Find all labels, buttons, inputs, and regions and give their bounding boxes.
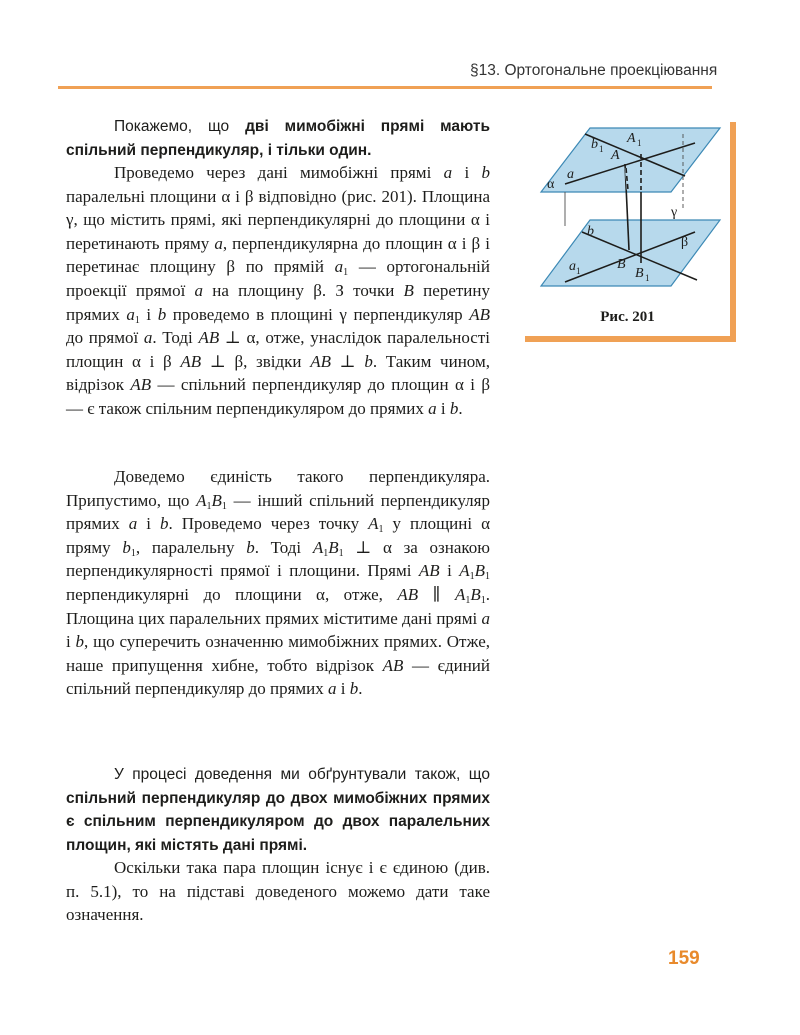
math-var: b <box>246 537 255 557</box>
math-var: b <box>160 514 169 534</box>
text-run: ⊥ <box>330 351 365 371</box>
label-alpha: α <box>547 177 555 192</box>
math-var: b <box>481 163 490 182</box>
text-run: паралельні площини α і β відповідно (рис. 201). Площина γ, що містить прямі, які перпендикулярні до площини α і перетинають пряму <box>66 186 490 253</box>
math-var: AB <box>180 351 202 371</box>
text-run: ⊥ β, звідки <box>201 351 311 371</box>
math-subscript: 1 <box>469 571 475 583</box>
math-subscript: 1 <box>130 547 136 559</box>
math-subscript: 1 <box>378 524 384 536</box>
math-var: AB <box>198 328 220 348</box>
text-run: . <box>458 398 463 418</box>
math-var: b <box>122 537 131 557</box>
text-run: Доведемо єдиність такого перпендикуляра. Припустимо, що <box>66 467 490 510</box>
math-subscript: 1 <box>323 547 329 559</box>
paragraph-conclusion <box>66 763 490 857</box>
label-B: B <box>617 257 626 272</box>
text-run: . Проведемо через точку <box>168 514 369 534</box>
text-run: . Тоді <box>152 328 199 348</box>
math-var: B <box>403 280 414 300</box>
text-run: Проведемо через дані мимобіжні прямі <box>114 163 444 182</box>
math-subscript: 1 <box>343 267 349 279</box>
text-run: і <box>66 632 76 652</box>
text-run: — єдиний спільний перпендикуляр до прямих <box>66 655 490 699</box>
label-b1: b <box>591 137 598 152</box>
text-run: Оскільки така пара площин існує і є єдиною (див. п. 5.1), то на підставі доведеного можемо дати таке означення. <box>66 858 490 925</box>
text-run: , паралельну <box>135 537 247 557</box>
math-var: AB <box>418 561 440 581</box>
paragraph-uniqueness-proof <box>66 465 490 701</box>
math-var: b <box>349 679 359 699</box>
text-run: ∥ <box>418 584 455 604</box>
text-run: і <box>139 304 158 324</box>
math-var: a <box>128 514 138 534</box>
math-var: B <box>211 490 222 510</box>
math-var: A <box>454 584 466 604</box>
math-var: a <box>126 304 135 324</box>
label-B1: B <box>635 266 644 281</box>
label-a1-sub: 1 <box>576 266 581 276</box>
paragraph-definition-lead <box>66 856 490 927</box>
text-run: і <box>137 514 160 534</box>
text-run: — спільний перпендикуляр до площин α і β — є також спільним перпендикуляром до прямих <box>66 375 490 418</box>
figure-caption: Рис. 201 <box>600 309 655 325</box>
math-var: A <box>459 561 470 581</box>
text-run: Покажемо, що <box>114 118 246 135</box>
math-var: a <box>214 233 223 253</box>
label-a: a <box>567 167 574 182</box>
text-run: і <box>439 561 460 581</box>
math-var: b <box>157 304 167 324</box>
text-run: до прямої <box>66 328 144 348</box>
math-subscript: 1 <box>485 571 490 583</box>
label-b: b <box>587 224 594 239</box>
math-var: b <box>449 398 459 418</box>
bold-statement: спільний перпендикуляр до двох мимобіжних прямих є спільним перпендикуляром до двох паралельних площин, які містять дані прямі. <box>66 789 490 854</box>
page-number: 159 <box>668 948 700 969</box>
text-run: . Площина цих паралельних прямих міститиме дані прямі <box>66 584 490 628</box>
paragraph-statement <box>66 115 490 162</box>
text-run: ⊥ α за ознакою перпендикулярності прямої і площини. Прямі <box>66 537 490 581</box>
math-var: B <box>328 537 339 557</box>
math-var: B <box>470 584 481 604</box>
label-beta: β <box>681 235 689 250</box>
math-var: AB <box>382 655 404 675</box>
label-A1: A <box>627 131 636 146</box>
math-var: A <box>196 490 207 510</box>
math-var: a <box>143 328 153 348</box>
text-run: і <box>336 679 350 699</box>
math-var: a <box>443 163 453 182</box>
text-run: , перпендикулярна до площин α і β і перетинає площину β по прямій <box>66 233 490 277</box>
math-var: a <box>328 679 337 699</box>
math-subscript: 1 <box>480 594 486 606</box>
text-run: — ортогональній проекції прямої <box>66 257 491 300</box>
text-run: . Тоді <box>254 537 313 557</box>
math-var: AB <box>130 375 152 395</box>
text-run: перетину прямих <box>66 280 490 324</box>
math-var: a <box>334 257 344 277</box>
math-var: b <box>364 351 373 371</box>
figure-201-diagram <box>525 122 730 312</box>
paragraph-construction <box>66 161 490 421</box>
label-A: A <box>611 148 620 163</box>
math-subscript: 1 <box>465 594 471 606</box>
header-divider <box>58 86 712 89</box>
math-subscript: 1 <box>206 500 212 512</box>
text-run: у площині α пряму <box>66 514 491 557</box>
section-header-title: §13. Ортогональне проекціювання <box>470 62 718 79</box>
text-run: і <box>452 163 482 182</box>
label-a1: a <box>569 259 576 274</box>
math-var: B <box>474 561 485 581</box>
math-var: b <box>75 632 85 652</box>
text-run: . <box>358 679 363 699</box>
bold-statement: дві мимобіжні прямі мають спільний перпендикуляр, і тільки один. <box>66 118 491 159</box>
math-var: AB <box>397 584 419 604</box>
text-run: , що суперечить означенню мимобіжних прямих. Отже, наше припущення хибне, тобто відрізок <box>66 632 490 675</box>
math-subscript: 1 <box>134 314 140 326</box>
math-var: a <box>428 398 437 418</box>
label-gamma: γ <box>671 205 678 220</box>
label-A1-sub: 1 <box>637 138 642 148</box>
math-var: AB <box>469 304 490 324</box>
label-b1-sub: 1 <box>599 144 604 154</box>
text-run: — інший спільний перпендикуляр прямих <box>66 490 490 534</box>
text-run: і <box>436 398 450 418</box>
math-var: A <box>368 514 379 534</box>
math-var: A <box>312 537 324 557</box>
text-run: У процесі доведення ми обґрунтували також, що <box>114 766 490 783</box>
math-var: a <box>481 608 490 628</box>
math-var: a <box>194 280 204 300</box>
text-run: на площину β. З точки <box>203 280 404 300</box>
label-B1-sub: 1 <box>645 273 650 283</box>
math-subscript: 1 <box>338 547 344 559</box>
text-run: проведемо в площині γ перпендикуляр <box>166 304 470 324</box>
math-subscript: 1 <box>221 500 227 512</box>
math-var: AB <box>310 351 331 371</box>
text-run: ⊥ α, отже, унаслідок паралельності площин α і β <box>66 328 490 371</box>
text-run: . Таким чином, відрізок <box>66 351 490 395</box>
text-run: перпендикулярні до площини α, отже, <box>66 584 398 604</box>
